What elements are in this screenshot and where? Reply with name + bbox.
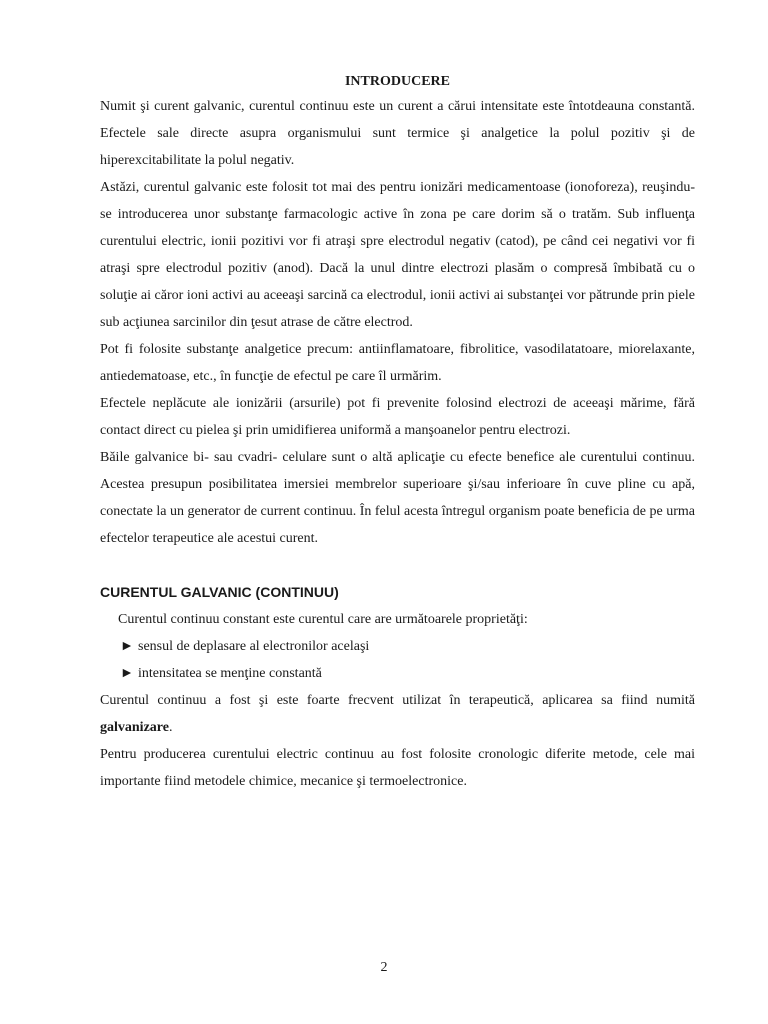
section-paragraph-2: Pentru producerea curentului electric continuu au fost folosite cronologic diferite metode, cele mai importante fiind metodele chimice, mecanice şi termoelectronice. <box>100 747 695 789</box>
page-number: 2 <box>380 960 388 975</box>
list-item-text: sensul de deplasare al electronilor acelaşi <box>138 639 370 654</box>
intro-paragraph-4: Efectele neplăcute ale ionizării (arsurile) pot fi prevenite folosind electrozi de aceeaşi mărime, fără contact direct cu pielea şi prin umidifierea uniformă a manşoanelor pentru electrozi. <box>100 396 695 438</box>
section-paragraph-1-end: . <box>168 720 173 735</box>
page-content <box>100 71 695 795</box>
page-title: INTRODUCERE <box>344 74 450 89</box>
section-spacer <box>100 552 695 579</box>
intro-paragraph-5: Băile galvanice bi- sau cvadri- celulare sunt o altă aplicaţie cu efecte benefice ale curentului continuu. Acestea presupun posibilitatea imersiei membrelor superioare şi/sau inferioare în cuve pline cu apă, conectate la un generator de current continuu. În felul acesta întregul organism poate beneficia de pe urma efectelor terapeutice ale acestui curent. <box>100 450 695 546</box>
list-item-text: intensitatea se menţine constantă <box>138 666 322 681</box>
intro-paragraph-3: Pot fi folosite substanţe analgetice precum: antiinflamatoare, fibrolitice, vasodilatatoare, miorelaxante, antiedematoase, etc., în funcţie de efectul pe care îl urmărim. <box>100 342 695 384</box>
bold-term: galvanizare <box>100 720 169 735</box>
section-heading: CURENTUL GALVANIC (CONTINUU) <box>100 584 339 600</box>
intro-paragraph-2: Astăzi, curentul galvanic este folosit tot mai des pentru ionizări medicamentoase (ionoforeza), reuşindu-se introducerea unor substanţe farmacologic active în zona pe care dorim să o tratăm. Sub influenţa curentului electric, ionii pozitivi vor fi atraşi spre electrodul negativ (catod), pe când cei negativi vor fi atraşi spre electrodul pozitiv (anod). Dacă la unul dintre electrozi plasăm o compresă îmbibată cu o soluţie ai căror ioni activi au aceeaşi sarcină ca electrodul, ionii activi ai substanţei vor pătrunde prin piele sub acţiunea sarcinilor din ţesut atrase de către electrod. <box>100 180 695 330</box>
section-lead: Curentul continuu constant este curentul care are următoarele proprietăţi: <box>118 612 528 627</box>
list-item <box>100 660 695 687</box>
section-paragraph-1 <box>100 687 695 741</box>
intro-paragraph-1: Numit şi curent galvanic, curentul continuu este un curent a cărui intensitate este întotdeauna constantă. Efectele sale directe asupra organismului sunt termice şi analgetice la polul pozitiv şi de hiperexcitabilitate la polul negativ. <box>100 99 695 168</box>
bullet-arrow-icon: ► <box>120 639 134 654</box>
section-paragraph-1-text: Curentul continuu a fost şi este foarte frecvent utilizat în terapeutică, aplicarea sa fiind numită <box>100 693 695 708</box>
list-item <box>100 633 695 660</box>
bullet-arrow-icon: ► <box>120 666 134 681</box>
